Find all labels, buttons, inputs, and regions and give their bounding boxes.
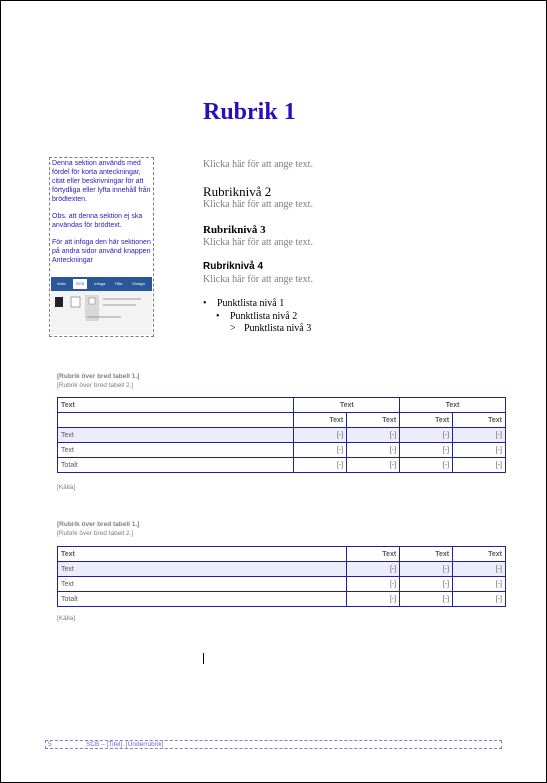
table1-caption-2[interactable]: [Rubrik över bred tabell 2.] [57,382,134,389]
ribbon-tabs [51,277,152,291]
ribbon-buttons-icon [51,291,152,335]
table1-header-cell[interactable]: Text [400,413,453,428]
bullet-marker-2: • [216,311,220,322]
table1-row-label[interactable]: Totalt [58,458,294,473]
table-2[interactable] [57,546,506,607]
page-footer[interactable] [45,740,502,749]
table2-cell[interactable]: [-] [400,592,453,607]
table2-caption-1[interactable]: [Rubrik över bred tabell 1.] [57,521,140,528]
bullet-marker-3: > [230,323,236,334]
table1-header-row-2 [58,413,506,428]
table2-source[interactable]: [Källa] [57,615,76,622]
heading-4[interactable]: Rubriknivå 4 [203,261,264,272]
table2-cell[interactable]: [-] [347,592,400,607]
table1-cell[interactable]: [-] [453,428,506,443]
bullet-level-1[interactable]: Punktlista nivå 1 [217,298,285,309]
bullet-level-3[interactable]: Punktlista nivå 3 [244,323,312,334]
table1-caption-1[interactable]: [Rubrik över bred tabell 1.] [57,373,140,380]
notes-paragraph-2: Obs. att denna sektion ej ska användas för brödtext. [52,213,143,229]
footer-page-number: 5 [48,741,52,748]
ribbon-tab-rita: Rita [115,281,123,286]
table1-header-cell[interactable]: Text [294,413,347,428]
table1-header-cell[interactable]: Text [58,398,294,413]
ribbon-tab-arkiv: Arkiv [57,281,66,286]
table1-row-label[interactable]: Text [58,443,294,458]
notes-paragraph-1: Denna sektion används med fördel för korta anteckningar, citat eller beskrivningar för att förtydliga eller lyfta innehåll från brödtexten. [52,160,151,203]
footer-title: SCB – [Titel]. [Underrubrik] [86,741,164,748]
ribbon-tab-scb: SCB [73,279,87,289]
text-cursor [203,653,204,664]
notes-paragraph-3: För att infoga den här sektionen på andra sidor använd knappen Anteckningar [52,239,151,264]
placeholder-text-2[interactable]: Klicka här för att ange text. [203,199,313,210]
table-1[interactable] [57,397,506,473]
table1-cell[interactable]: [-] [453,458,506,473]
table-row [58,577,506,592]
table1-header-cell[interactable]: Text [294,398,400,413]
table1-header-cell[interactable]: Text [453,413,506,428]
table2-header-row [58,547,506,562]
heading-1[interactable]: Rubrik 1 [203,99,296,125]
table2-caption-2[interactable]: [Rubrik över bred tabell 2.] [57,530,134,537]
ribbon-tab-design: Design [132,281,145,286]
table1-cell[interactable]: [-] [400,428,453,443]
table2-cell[interactable]: [-] [453,577,506,592]
table2-header-cell[interactable]: Text [453,547,506,562]
table2-row-label[interactable]: Text [58,577,347,592]
table-row [58,428,506,443]
table1-cell[interactable]: [-] [400,443,453,458]
bullet-marker-1: • [203,298,207,309]
table1-header-row-1 [58,398,506,413]
table2-cell[interactable]: [-] [347,577,400,592]
table2-cell[interactable]: [-] [400,562,453,577]
table2-row-label[interactable]: Totalt [58,592,347,607]
table1-header-cell[interactable]: Text [347,413,400,428]
table-row [58,443,506,458]
table1-cell[interactable]: [-] [294,458,347,473]
table2-header-cell[interactable]: Text [347,547,400,562]
table1-cell[interactable]: [-] [294,428,347,443]
table1-header-cell-empty[interactable] [58,413,294,428]
table2-cell[interactable]: [-] [453,562,506,577]
table2-cell[interactable]: [-] [400,577,453,592]
table2-header-cell[interactable]: Text [400,547,453,562]
table1-row-label[interactable]: Text [58,428,294,443]
table1-header-cell[interactable]: Text [400,398,506,413]
placeholder-text-3[interactable]: Klicka här för att ange text. [203,237,313,248]
table-row [58,562,506,577]
table2-cell[interactable]: [-] [347,562,400,577]
heading-2[interactable]: Rubriknivå 2 [203,184,272,199]
table2-header-cell[interactable]: Text [58,547,347,562]
table1-cell[interactable]: [-] [294,443,347,458]
table2-cell[interactable]: [-] [453,592,506,607]
table-row-total [58,592,506,607]
notes-sidebar[interactable] [49,157,154,337]
heading-3[interactable]: Rubriknivå 3 [203,224,266,236]
table2-row-label[interactable]: Text [58,562,347,577]
bullet-level-2[interactable]: Punktlista nivå 2 [230,311,298,322]
ribbon-screenshot [51,277,152,335]
placeholder-text-4[interactable]: Klicka här för att ange text. [203,274,313,285]
ribbon-tab-infoga: Infoga [94,281,106,286]
table1-cell[interactable]: [-] [400,458,453,473]
table-row-total [58,458,506,473]
table1-cell[interactable]: [-] [347,458,400,473]
notes-text [50,158,153,274]
table1-cell[interactable]: [-] [347,428,400,443]
table1-source[interactable]: [Källa] [57,484,76,491]
table1-cell[interactable]: [-] [347,443,400,458]
placeholder-text-1[interactable]: Klicka här för att ange text. [203,159,313,170]
table1-cell[interactable]: [-] [453,443,506,458]
